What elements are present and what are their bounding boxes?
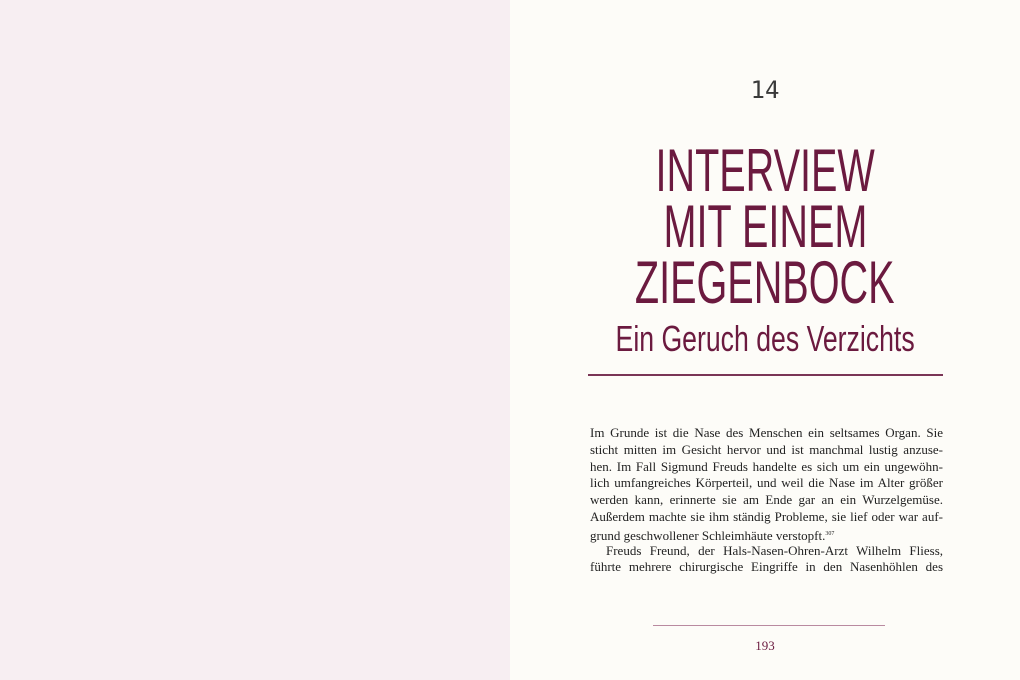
chapter-title-text: ZIEGENBOCK [635,249,895,316]
text-line-content: grund geschwollener Schleimhäute verstopft. [590,527,826,543]
text-line: Im Grunde ist die Nase des Menschen ein seltsames Organ. Sie [590,425,943,440]
text-line: hen. Im Fall Sigmund Freuds handelte es sich um ein ungewöhn- [590,458,943,474]
page-number: 193 [755,638,775,653]
chapter-subtitle-text: Ein Geruch des Verzichts [615,318,915,359]
chapter-subtitle [510,319,1020,359]
footnote-reference[interactable]: 307 [825,530,835,537]
text-line: sticht mitten im Gesicht hervor und ist manchmal lustig anzuse- [590,441,943,457]
chapter-title-text: INTERVIEW [655,137,875,204]
chapter-title-text: MIT EINEM [663,193,867,260]
text-line [590,526,943,543]
chapter-title-line [510,137,1020,204]
chapter-number: 14 [750,76,780,104]
footer-divider [653,625,885,626]
text-line: lich umfangreiches Körperteil, und weil die Nase im Alter größer [590,475,943,491]
text-line: Außerdem machte sie ihm ständig Probleme, sie lief oder war auf- [590,508,943,524]
title-divider [588,374,943,376]
chapter-title-line [510,249,1020,316]
text-line: Freuds Freund, der Hals-Nasen-Ohren-Arzt Wilhelm Fliess, [606,542,943,558]
chapter-title-line [510,193,1020,260]
body-text [590,425,943,576]
text-line: führte mehrere chirurgische Eingriffe in den Nasenhöhlen des [590,559,943,575]
right-page [510,0,1020,680]
text-line: werden kann, erinnerte sie am Ende gar an ein Wurzelgemüse. [590,492,943,508]
